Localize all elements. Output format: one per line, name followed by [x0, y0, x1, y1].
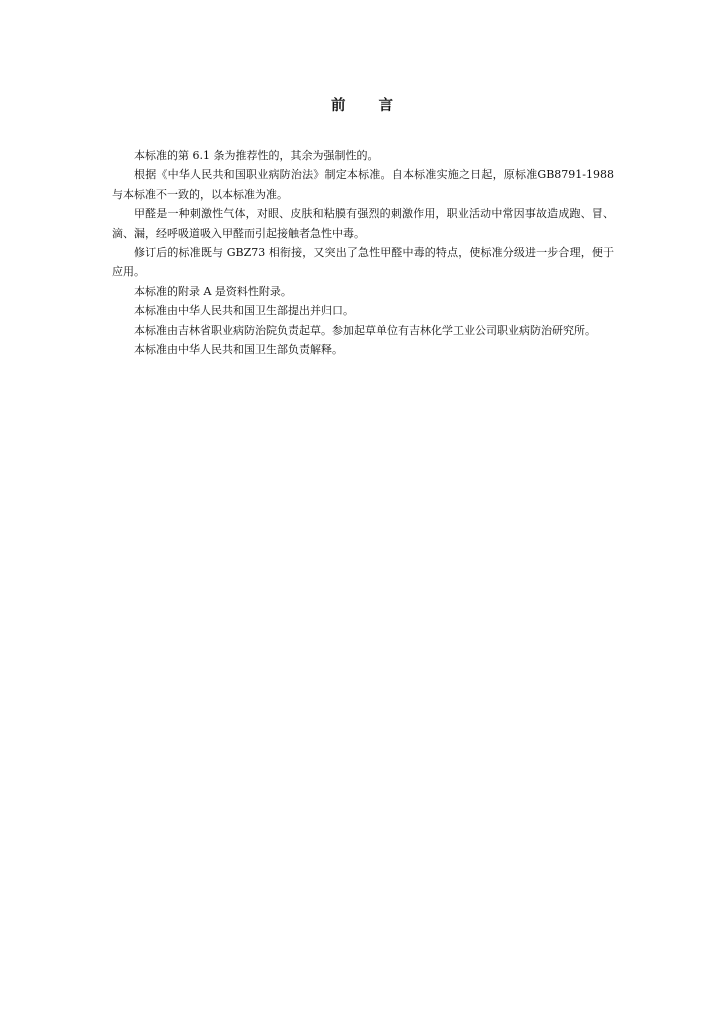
paragraph-proposer: 本标准由中华人民共和国卫生部提出并归口。: [134, 304, 354, 318]
paragraph-interpretation: 本标准由中华人民共和国卫生部负责解释。: [134, 343, 343, 357]
paragraph-formaldehyde-description: 甲醛是一种刺激性气体，对眼、皮肤和粘膜有强烈的刺激作用，职业活动中常因事故造成跑、冒、滴、漏，经呼吸道吸入甲醛而引起接触者急性中毒。: [112, 207, 614, 240]
paragraph-appendix-note: 本标准的附录 A 是资料性附录。: [134, 284, 292, 298]
page-title: 前 言: [330, 98, 408, 114]
paragraph-legal-basis: 根据《中华人民共和国职业病防治法》制定本标准。自本标准实施之日起，原标准GB8791-1988 与本标准不一致的，以本标准为准。: [112, 168, 614, 201]
paragraph-revision-note: 修订后的标准既与 GBZ73 相衔接，又突出了急性甲醛中毒的特点，使标准分级进一步合理，便于应用。: [112, 246, 614, 279]
paragraph-recommended-clause: 本标准的第 6.1 条为推荐性的，其余为强制性的。: [134, 149, 379, 162]
foreword-body: [112, 146, 614, 359]
paragraph-drafters: 本标准由吉林省职业病防治院负责起草。参加起草单位有吉林化学工业公司职业病防治研究所。: [134, 323, 596, 337]
